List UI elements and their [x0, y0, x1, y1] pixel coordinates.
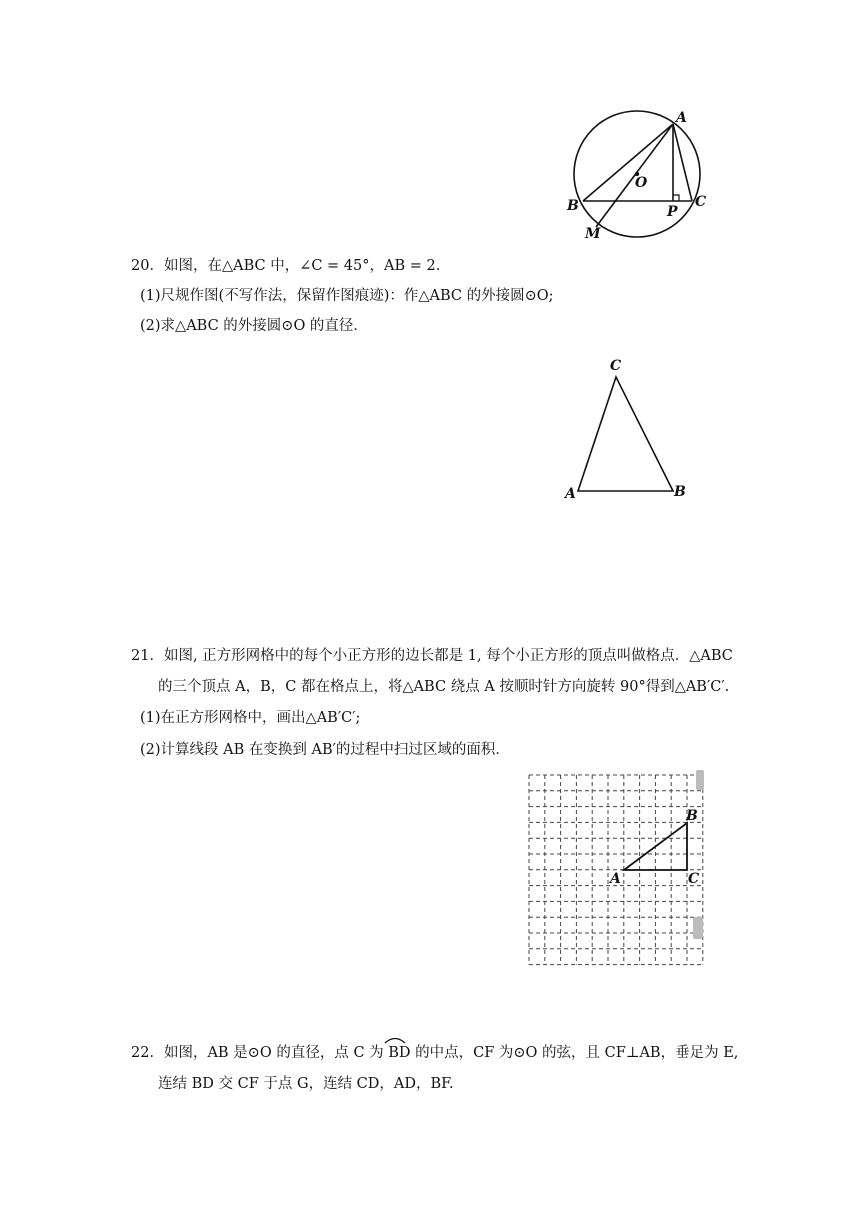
segment-ab	[583, 124, 673, 201]
q21-part2: (2)计算线段 AB 在变换到 AB′的过程中扫过区域的面积．	[140, 742, 510, 758]
right-angle-mark	[673, 195, 679, 201]
label-c: C	[610, 358, 622, 374]
circle-figure	[560, 100, 720, 245]
q21-stem-line1: 21．如图, 正方形网格中的每个小正方形的边长都是 1, 每个小正方形的顶点叫做格点．△ABC	[131, 648, 733, 664]
label-p: P	[667, 204, 678, 220]
scan-mark-bottom	[693, 917, 703, 939]
label-c: C	[695, 194, 707, 210]
triangle-abc	[578, 377, 673, 491]
q20-part1: (1)尺规作图(不写作法，保留作图痕迹)：作△ABC 的外接圆⊙O;	[140, 288, 554, 304]
q20-stem: 20．如图，在△ABC 中，∠C = 45°，AB = 2.	[131, 258, 441, 274]
label-o: O	[635, 175, 648, 191]
label-a: A	[676, 110, 687, 126]
label-a: A	[610, 871, 621, 887]
label-b: B	[567, 198, 579, 214]
label-b: B	[674, 484, 686, 500]
q21-part1: (1)在正方形网格中，画出△AB′C′;	[140, 710, 361, 726]
arc-bd-mark	[384, 1036, 406, 1044]
label-m: M	[585, 226, 601, 242]
scan-mark-top	[696, 770, 704, 790]
label-b: B	[686, 808, 698, 824]
q20-part2: (2)求△ABC 的外接圆⊙O 的直径．	[140, 318, 368, 334]
segment-ac	[673, 124, 692, 201]
triangle-figure	[560, 350, 700, 505]
label-c: C	[688, 871, 700, 887]
q22-stem-line1: 22．如图，AB 是⊙O 的直径，点 C 为 BD 的中点，CF 为⊙O 的弦，且 CF⊥AB，垂足为 E,	[131, 1045, 739, 1061]
grid-figure	[520, 770, 710, 970]
label-a: A	[565, 486, 576, 502]
q21-stem-line2: 的三个顶点 A，B，C 都在格点上，将△ABC 绕点 A 按顺时针方向旋转 90°得到△AB′C′.	[158, 679, 730, 695]
q22-stem-line2: 连结 BD 交 CF 于点 G，连结 CD，AD，BF.	[158, 1076, 454, 1092]
